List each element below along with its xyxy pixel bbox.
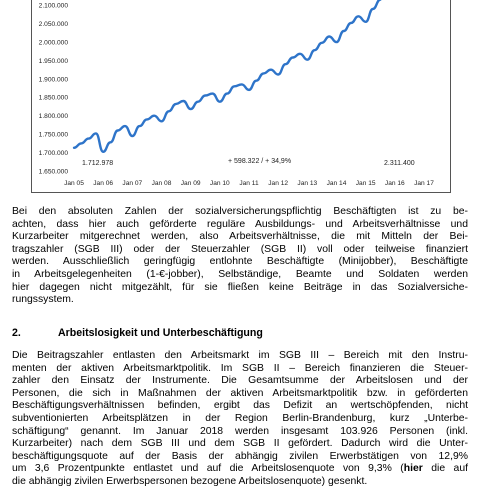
y-tick-label: 1.650.000 <box>38 168 68 176</box>
y-tick-label: 1.850.000 <box>38 94 68 102</box>
x-tick-label: Jan 14 <box>326 180 347 187</box>
text-line: schäftigung“ genannt. Im Januar 2018 werden insgesamt 103.926 Personen (inkl. <box>12 425 468 437</box>
y-tick-label: 1.900.000 <box>38 76 68 84</box>
text-line: Beschäftigungsverhältnissen befinden, ergibt das Defizit an wertschöpfenden, nicht <box>12 400 468 412</box>
x-tick-label: Jan 07 <box>122 180 143 187</box>
x-tick-label: Jan 15 <box>355 180 376 187</box>
y-tick-label: 2.050.000 <box>38 21 68 29</box>
text-fragment: um 3,6 Prozentpunkte entlastet und auf die Arbeitslosenquote von 9,3% ( <box>12 463 404 475</box>
text-line: Bei den absoluten Zahlen der sozialversicherungspflichtig Beschäftigten ist zu be- <box>12 206 468 217</box>
y-tick-label: 1.950.000 <box>38 57 68 65</box>
x-tick-label: Jan 11 <box>239 180 259 187</box>
text-line: Kurzarbeiter) nach dem SGB III und dem SGB II gefördert. Dadurch wird die Unter- <box>12 438 468 450</box>
x-tick-label: Jan 06 <box>93 180 114 187</box>
employment-series-line <box>74 0 380 152</box>
text-fragment: die auf <box>422 463 468 475</box>
section-heading <box>12 327 468 339</box>
paragraph-unemployment <box>12 350 468 489</box>
y-axis <box>39 3 69 176</box>
text-line: werden. Ausschließlich geringfügig entlohnte Beschäftigte (Minijobber), Beschäftigte <box>12 256 468 268</box>
text-line: subventionierten Arbeitsplätzen in der Region Berlin-Brandenburg, kurz „Unterbe- <box>12 412 468 424</box>
text-line-with-bold <box>12 463 468 476</box>
annotation-start-value: 1.712.978 <box>82 160 114 167</box>
x-tick-label: Jan 05 <box>64 180 84 187</box>
annotation-end-value: 2.311.400 <box>384 160 415 167</box>
bold-word: hier <box>403 463 423 475</box>
text-line: achten, dass hier auch geförderte reguläre Ausbildungs- und Arbeitsverhältnisse und <box>12 218 468 230</box>
x-axis <box>64 180 434 187</box>
text-line: hier dagegen nicht mitgezählt, für sie fließen keine Beiträge in das Sozialversiche- <box>12 281 468 293</box>
text-line: Kurzarbeiter mitgerechnet werden, also Arbeitsverhältnisse, die mit Mitteln der Bei- <box>12 231 468 243</box>
y-tick-label: 1.700.000 <box>38 149 68 157</box>
section-number: 2. <box>12 327 21 339</box>
x-tick-label: Jan 09 <box>180 180 201 187</box>
annotation-change: + 598.322 / + 34,9% <box>228 158 292 165</box>
x-tick-label: Jan 08 <box>151 180 172 187</box>
y-tick-label: 2.100.000 <box>38 2 68 10</box>
y-tick-label: 2.000.000 <box>38 39 68 47</box>
text-line: Personen, die sich in Maßnahmen der aktiven Arbeitsmarktpolitik bzw. in geförderten <box>12 387 468 399</box>
text-line: zahler den Einsatz der Instrumente. Die Gesamtsumme der Arbeitslosen und der <box>12 375 468 387</box>
y-tick-label: 1.800.000 <box>38 113 68 121</box>
text-line: tragszahler (SGB III) oder der Steuerzahler (SGB II) voll oder teilweise finanziert <box>12 243 468 255</box>
x-tick-label: Jan 16 <box>384 180 405 187</box>
employment-line-chart <box>32 0 452 193</box>
text-line: die abhängig zivilen Erwerbspersonen bezogene Arbeitslosenquote) gesenkt. <box>12 475 368 487</box>
x-tick-label: Jan 13 <box>297 180 318 187</box>
section-title: Arbeitslosigkeit und Unterbeschäftigung <box>58 327 263 339</box>
chart-panel <box>31 0 451 193</box>
x-tick-label: Jan 10 <box>209 180 230 187</box>
x-tick-label: Jan 12 <box>268 180 289 187</box>
text-line: menten der aktiven Arbeitsmarktpolitik. Im SGB II – Bereich finanzieren die Steuer- <box>12 362 468 374</box>
text-line: beschäftigungsquote auf der Basis der abhängig zivilen Erwerbstätigen von 12,9% <box>12 450 468 462</box>
text-line: rungssystem. <box>12 294 74 306</box>
text-line: Die Beitragszahler entlasten den Arbeitsmarkt im SGB III – Bereich mit den Instru- <box>12 350 468 361</box>
text-line: in Arbeitsgelegenheiten (1-€-jobber), Selbständige, Beamte und Soldaten werden <box>12 268 468 280</box>
y-tick-label: 1.750.000 <box>38 131 68 139</box>
x-tick-label: Jan 17 <box>414 180 434 187</box>
paragraph-employment-note <box>12 206 468 307</box>
